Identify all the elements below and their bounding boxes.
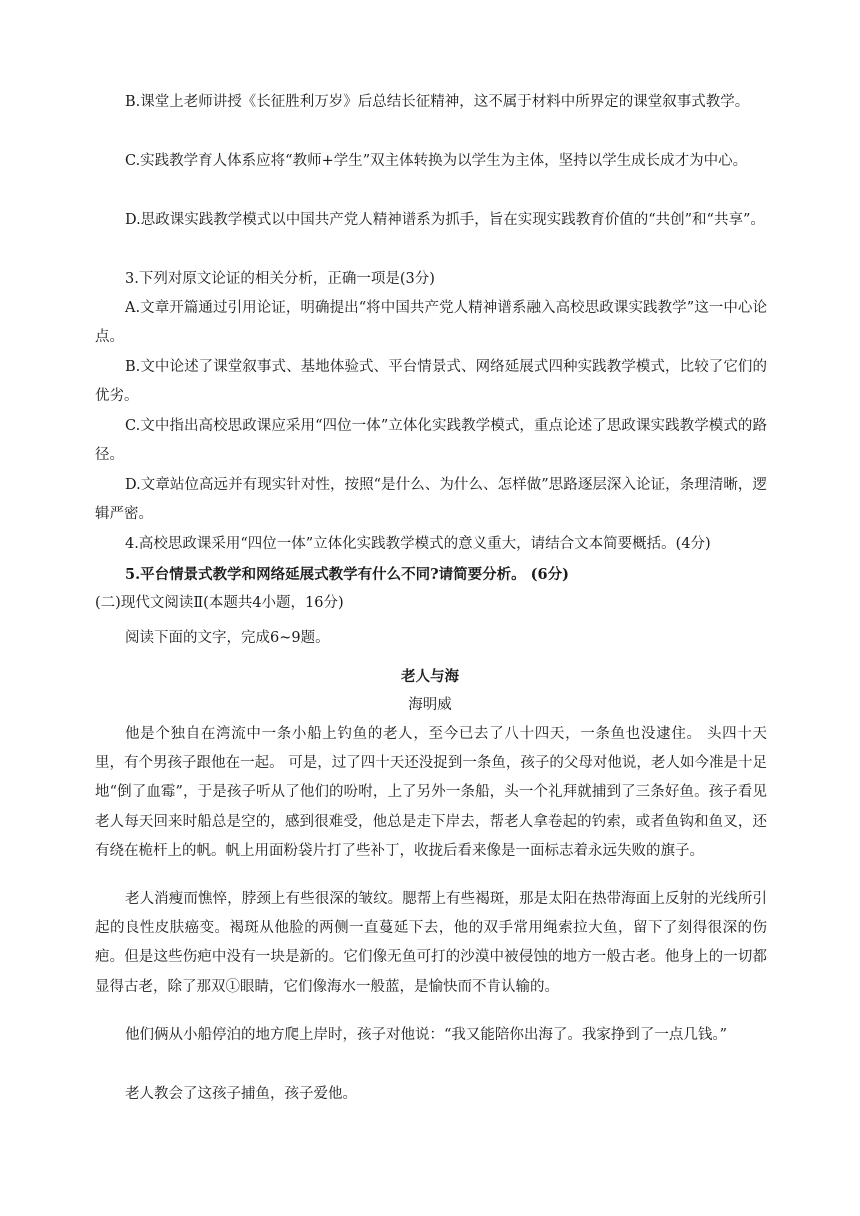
article-paragraph-2: 老人消瘦而憔悴，脖颈上有些很深的皱纹。腮帮上有些褐斑，那是太阳在热带海面上反射的光线所引起的良性皮肤癌变。褐斑从他脸的两侧一直蔓延下去，他的双手常用绳索拉大鱼，留下了刻得很深的伤疤。但是这些伤疤中没有一块是新的。它们像无鱼可打的沙漠中被侵蚀的地方一般古老。他身上的一切都显得古老，除了那双①眼睛，它们像海水一般蓝，是愉快而不肯认输的。 xyxy=(95,891,767,995)
q4-text: 4.高校思政课采用“四位一体”立体化实践教学模式的意义重大，请结合文本简要概括。(4分) xyxy=(125,536,711,552)
q3-option-b: B.文中论述了课堂叙事式、基地体验式、平台情景式、网络延展式四种实践教学模式，比较了它们的优劣。 xyxy=(95,359,767,405)
q2-option-d: D.思政课实践教学模式以中国共产党人精神谱系为抓手，旨在实现实践教育价值的“共创”和“共享”。 xyxy=(125,212,765,228)
article-paragraph-3: 他们俩从小船停泊的地方爬上岸时，孩子对他说：“我又能陪你出海了。我家挣到了一点几钱。” xyxy=(125,1027,728,1043)
q5-text: 5.平台情景式教学和网络延展式教学有什么不同?请简要分析。 (6分) xyxy=(125,566,569,583)
q2-option-c: C.实践教学育人体系应将“教师+学生”双主体转换为以学生为主体，坚持以学生成长成才为中心。 xyxy=(125,153,748,169)
q3-option-d: D.文章站位高远并有现实针对性，按照“是什么、为什么、怎样做”思路逐层深入论证，条理清晰，逻辑严密。 xyxy=(95,477,767,523)
article-title: 老人与海 xyxy=(401,668,459,685)
article-paragraph-4: 老人教会了这孩子捕鱼，孩子爱他。 xyxy=(125,1086,357,1102)
q3-stem: 3.下列对原文论证的相关分析，正确一项是(3分) xyxy=(125,271,435,287)
article-author: 海明威 xyxy=(408,697,452,713)
q3-option-a: A.文章开篇通过引用论证，明确提出“将中国共产党人精神谱系融入高校思政课实践教学”这一中心论点。 xyxy=(95,300,767,346)
q2-option-b: B.课堂上老师讲授《长征胜利万岁》后总结长征精神，这不属于材料中所界定的课堂叙事式教学。 xyxy=(125,94,750,110)
article-paragraph-1: 他是个独自在湾流中一条小船上钓鱼的老人，至今已去了八十四天，一条鱼也没逮住。 头四十天里，有个男孩子跟他在一起。 可是，过了四十天还没捉到一条鱼，孩子的父母对他说，老人如今准是十足地“倒了血霉”，于是孩子听从了他们的吩咐，上了另外一条船，头一个礼拜就捕到了三条好鱼。孩子看见老人每天回来时船总是空的，感到很难受，他总是走下岸去，帮老人拿卷起的钓索，或者鱼钩和鱼叉，还有绕在桅杆上的帆。帆上用面粉袋片打了些补丁，收拢后看来像是一面标志着永远失败的旗子。 xyxy=(95,726,767,859)
section-heading: (二)现代文阅读Ⅱ(本题共4小题，16分) xyxy=(95,595,344,611)
section-instruction: 阅读下面的文字，完成6~9题。 xyxy=(125,630,330,646)
q3-option-c: C.文中指出高校思政课应采用“四位一体”立体化实践教学模式，重点论述了思政课实践教学模式的路径。 xyxy=(95,418,767,464)
